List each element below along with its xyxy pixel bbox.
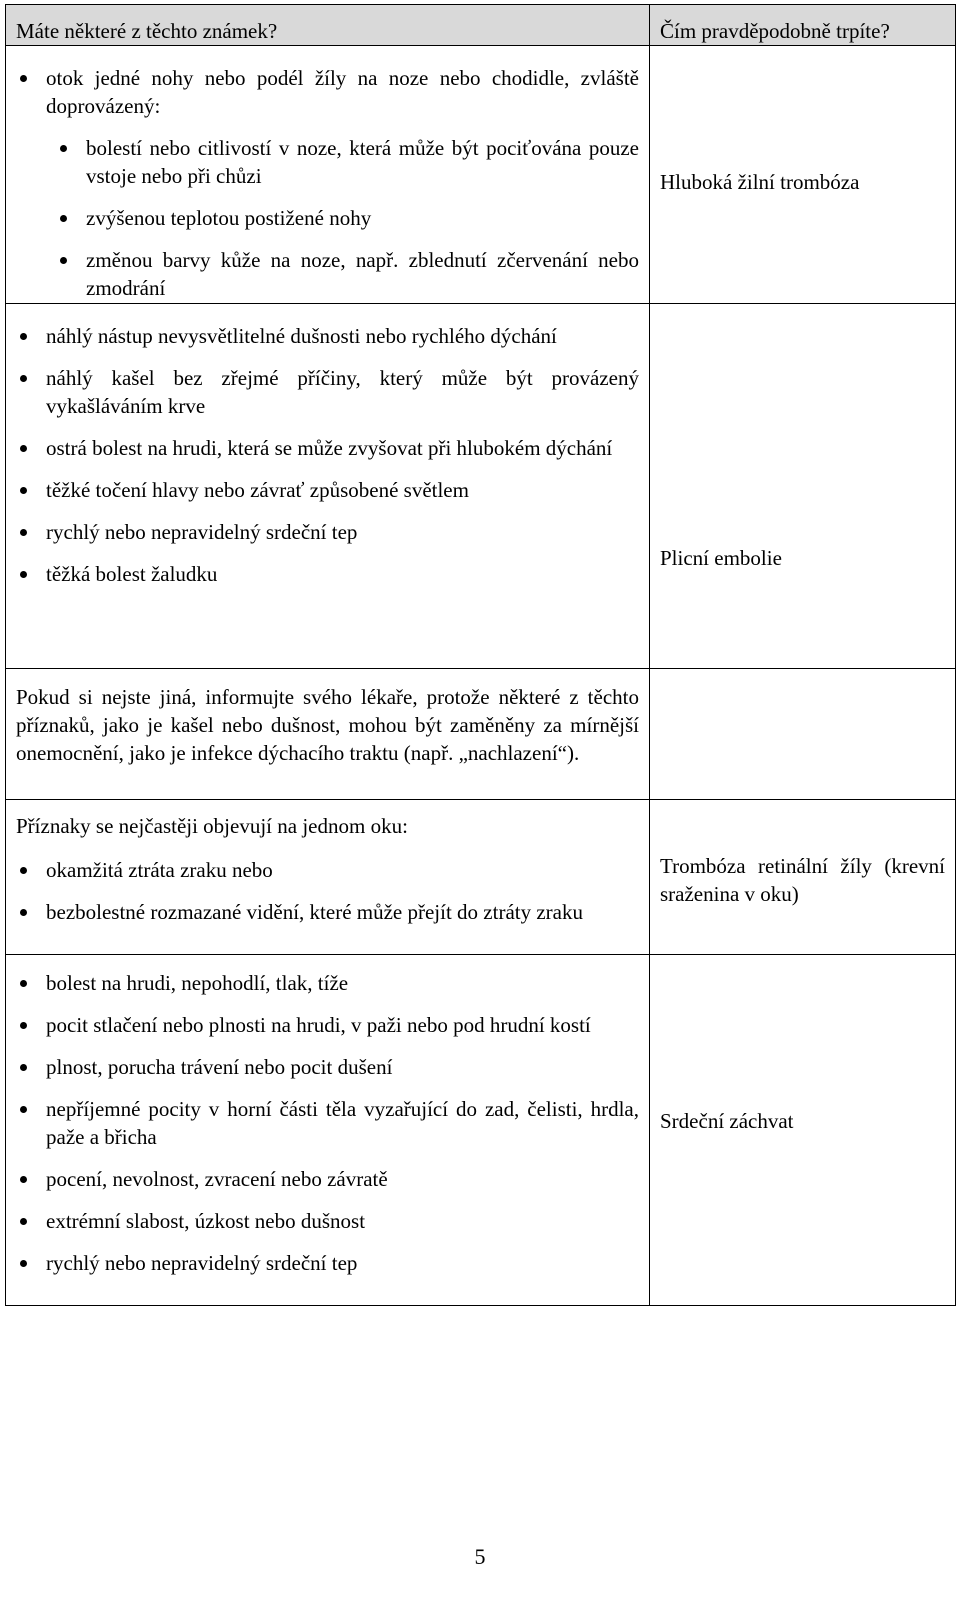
pe-symptom-list [6, 322, 649, 588]
list-item: extrémní slabost, úzkost nebo dušnost [6, 1207, 639, 1235]
list-item: ostrá bolest na hrudi, která se může zvyšovat při hlubokém dýchání [6, 434, 639, 462]
list-item: otok jedné nohy nebo podél žíly na noze nebo chodidle, zvláště doprovázený: [6, 64, 649, 120]
header-symptoms: Máte některé z těchto známek? [16, 19, 278, 43]
list-item: změnou barvy kůže na noze, např. zblednutí zčervenání nebo zmodrání [6, 246, 639, 302]
note-text: Pokud si nejste jiná, informujte svého lékaře, protože některé z těchto příznaků, jako je kašel nebo dušnost, mohou být zaměněny za mírnější onemocnění, jako je infekce dýchacího traktu (např. „nachlazení“). [16, 685, 639, 765]
dvt-sub-list [6, 134, 649, 302]
dvt-row [6, 46, 956, 304]
header-diagnosis: Čím pravděpodobně trpíte? [660, 19, 890, 43]
list-item: těžké točení hlavy nebo závrať způsobené světlem [6, 476, 639, 504]
list-item: rychlý nebo nepravidelný srdeční tep [6, 518, 639, 546]
list-item: náhlý kašel bez zřejmé příčiny, který může být provázený vykašláváním krve [6, 364, 639, 420]
list-item: bolestí nebo citlivostí v noze, která může být pociťována pouze vstoje nebo při chůzi [6, 134, 639, 190]
dvt-diagnosis: Hluboká žilní trombóza [660, 170, 860, 194]
rvt-symptom-list [6, 856, 649, 926]
list-item: pocit stlačení nebo plnosti na hrudi, v paži nebo pod hrudní kostí [6, 1011, 639, 1039]
list-item: rychlý nebo nepravidelný srdeční tep [6, 1249, 639, 1277]
mi-symptom-list [6, 969, 649, 1277]
page-number: 5 [474, 1544, 486, 1569]
list-item: pocení, nevolnost, zvracení nebo závratě [6, 1165, 639, 1193]
header-row [6, 5, 956, 46]
rvt-intro: Příznaky se nejčastěji objevují na jednom oku: [16, 814, 408, 838]
list-item: zvýšenou teplotou postižené nohy [6, 204, 639, 232]
mi-diagnosis: Srdeční záchvat [660, 1109, 794, 1133]
dvt-symptom-list [6, 64, 649, 120]
list-item: nepříjemné pocity v horní části těla vyzařující do zad, čelisti, hrdla, paže a břicha [6, 1095, 639, 1151]
rvt-row [6, 800, 956, 955]
mi-row [6, 955, 956, 1306]
list-item: těžká bolest žaludku [6, 560, 639, 588]
symptoms-table [5, 4, 956, 1306]
list-item: náhlý nástup nevysvětlitelné dušnosti nebo rychlého dýchání [6, 322, 639, 350]
pe-row [6, 304, 956, 669]
pe-diagnosis: Plicní embolie [660, 546, 782, 570]
note-row [6, 669, 956, 800]
rvt-diagnosis: Trombóza retinální žíly (krevní sraženina v oku) [660, 854, 945, 906]
list-item: bolest na hrudi, nepohodlí, tlak, tíže [6, 969, 639, 997]
list-item: bezbolestné rozmazané vidění, které může přejít do ztráty zraku [6, 898, 639, 926]
list-item: plnost, porucha trávení nebo pocit dušení [6, 1053, 639, 1081]
list-item: okamžitá ztráta zraku nebo [6, 856, 639, 884]
